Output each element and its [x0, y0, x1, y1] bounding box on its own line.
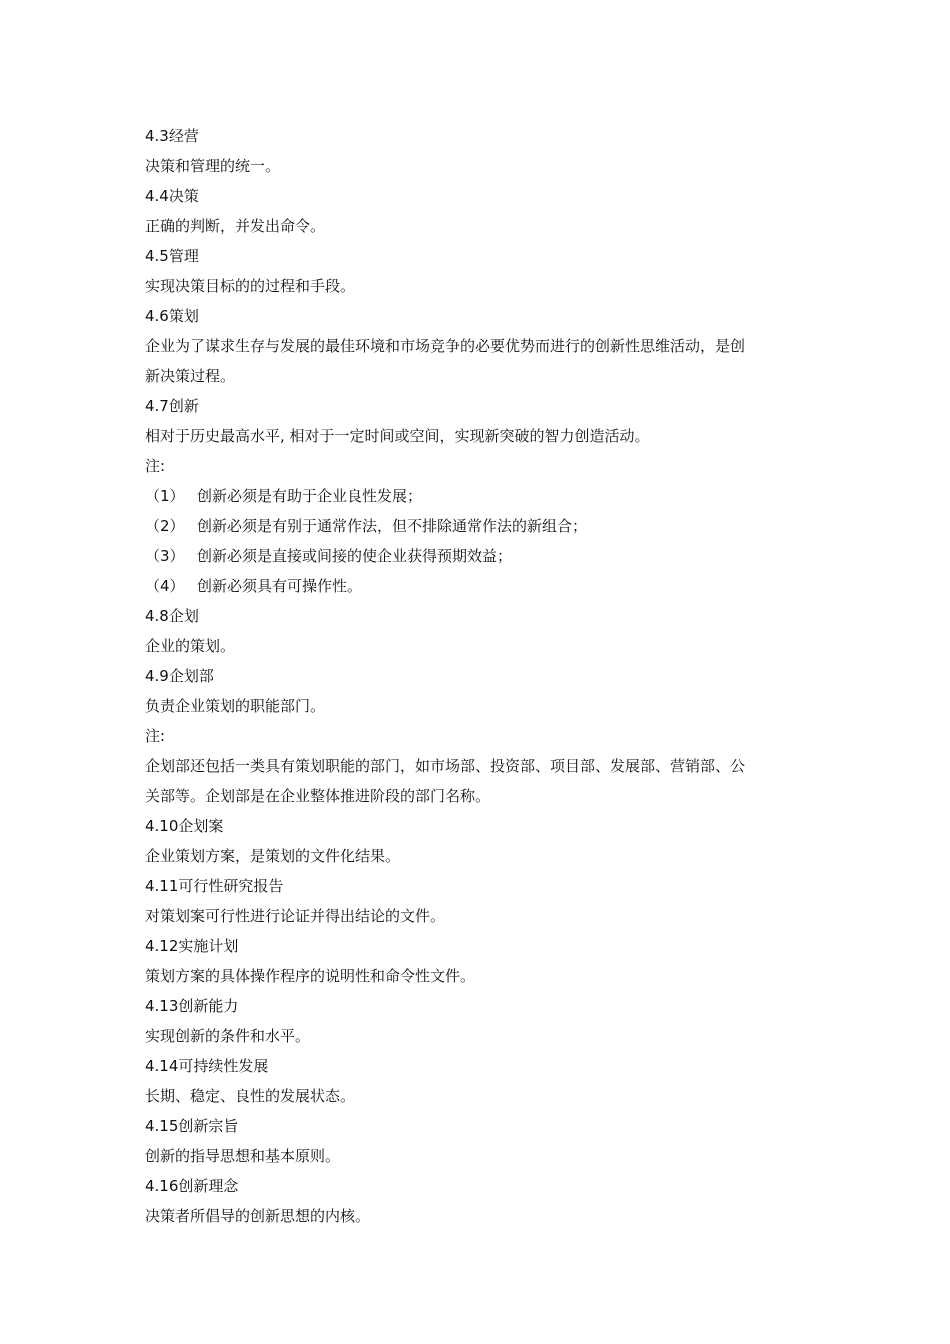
- section-heading: 4.9企划部: [145, 667, 214, 685]
- note-item: [145, 541, 815, 571]
- section-body: 长期、稳定、良性的发展状态。: [145, 1087, 356, 1105]
- section-body: 决策者所倡导的创新思想的内核。: [145, 1207, 371, 1225]
- section-heading: 4.6策划: [145, 307, 199, 325]
- note-text: 创新必须是有助于企业良性发展；: [197, 487, 423, 505]
- section-body: 企业策划方案，是策划的文件化结果。: [145, 847, 401, 865]
- note-label: 注:: [145, 457, 166, 475]
- section-body: 对策划案可行性进行论证并得出结论的文件。: [145, 907, 446, 925]
- section-body: 企业的策划。: [145, 637, 236, 655]
- document-content: [145, 121, 815, 1231]
- note-number: （3）: [145, 547, 185, 565]
- section-body: 负责企业策划的职能部门。: [145, 697, 326, 715]
- section-heading: 4.4决策: [145, 187, 199, 205]
- note-number: （4）: [145, 577, 185, 595]
- section-body-line: 企业为了谋求生存与发展的最佳环境和市场竞争的必要优势而进行的创新性思维活动，是创: [145, 337, 746, 355]
- section-body: 创新的指导思想和基本原则。: [145, 1147, 341, 1165]
- section-body: 相对于历史最高水平, 相对于一定时间或空间，实现新突破的智力创造活动。: [145, 427, 650, 445]
- section-heading: 4.10企划案: [145, 817, 224, 835]
- note-item: [145, 481, 815, 511]
- note-number: （1）: [145, 487, 185, 505]
- note-text: 创新必须是直接或间接的使企业获得预期效益；: [197, 547, 513, 565]
- section-heading: 4.16创新理念: [145, 1177, 239, 1195]
- note-text: 创新必须具有可操作性。: [197, 577, 363, 595]
- note-label: 注:: [145, 727, 166, 745]
- note-number: （2）: [145, 517, 185, 535]
- section-heading: 4.7创新: [145, 397, 199, 415]
- section-heading: 4.14可持续性发展: [145, 1057, 269, 1075]
- section-body: 实现创新的条件和水平。: [145, 1027, 311, 1045]
- section-body: 实现决策目标的的过程和手段。: [145, 277, 356, 295]
- note-line: 关部等。企划部是在企业整体推进阶段的部门名称。: [145, 787, 491, 805]
- section-body-line: 新决策过程。: [145, 367, 236, 385]
- section-heading: 4.3经营: [145, 127, 199, 145]
- section-heading: 4.12实施计划: [145, 937, 239, 955]
- section-heading: 4.13创新能力: [145, 997, 239, 1015]
- note-text: 创新必须是有别于通常作法，但不排除通常作法的新组合；: [197, 517, 588, 535]
- section-body: 决策和管理的统一。: [145, 157, 281, 175]
- note-line: 企划部还包括一类具有策划职能的部门，如市场部、投资部、项目部、发展部、营销部、公: [145, 757, 746, 775]
- section-body: 正确的判断，并发出命令。: [145, 217, 326, 235]
- section-heading: 4.11可行性研究报告: [145, 877, 284, 895]
- section-heading: 4.15创新宗旨: [145, 1117, 239, 1135]
- section-heading: 4.5管理: [145, 247, 199, 265]
- note-item: [145, 571, 815, 601]
- section-body: 策划方案的具体操作程序的说明性和命令性文件。: [145, 967, 476, 985]
- note-item: [145, 511, 815, 541]
- section-heading: 4.8企划: [145, 607, 199, 625]
